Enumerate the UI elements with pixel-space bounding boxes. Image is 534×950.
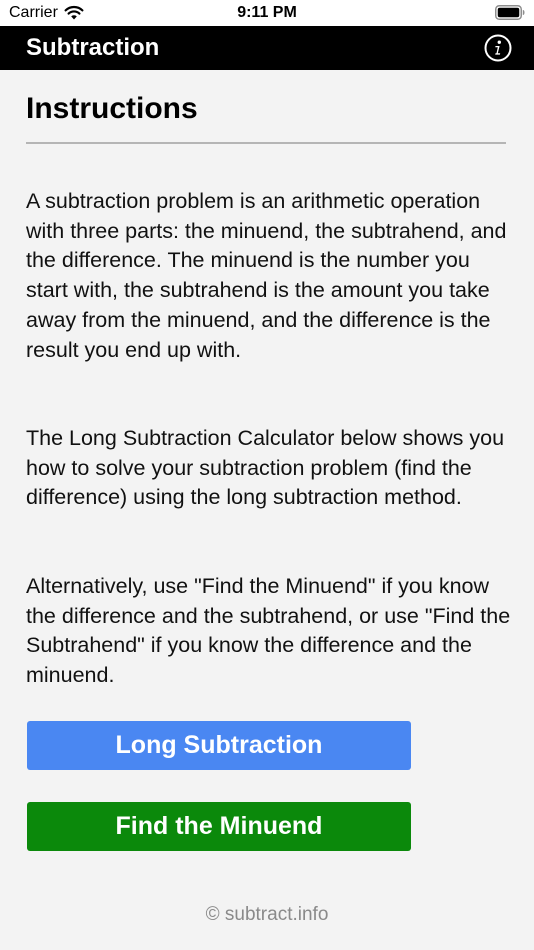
heading-divider <box>26 142 506 144</box>
instructions-paragraph-3: Alternatively, use "Find the Minuend" if you know the difference and the subtrahend, or use "Find the Subtrahend" if you know the difference and the minuend. <box>26 574 511 688</box>
instructions-heading: Instructions <box>26 92 198 125</box>
status-bar <box>0 0 534 26</box>
status-time: 9:11 PM <box>237 4 297 21</box>
long-subtraction-button[interactable]: Long Subtraction <box>27 721 411 770</box>
carrier-label: Carrier <box>9 4 58 21</box>
footer-copyright: © subtract.info <box>205 904 329 925</box>
info-icon[interactable] <box>484 34 512 62</box>
navigation-bar <box>0 26 534 70</box>
instructions-paragraph-1: A subtraction problem is an arithmetic operation with three parts: the minuend, the subtrahend, and the difference. The minuend is the number you start with, the subtrahend is the amount you take away from the minuend, and the difference is the result you end up with. <box>26 189 507 362</box>
find-minuend-button[interactable]: Find the Minuend <box>27 802 411 851</box>
battery-icon <box>495 5 525 20</box>
instructions-paragraph-2: The Long Subtraction Calculator below shows you how to solve your subtraction problem (find the difference) using the long subtraction method. <box>26 426 505 510</box>
nav-title: Subtraction <box>26 34 160 61</box>
